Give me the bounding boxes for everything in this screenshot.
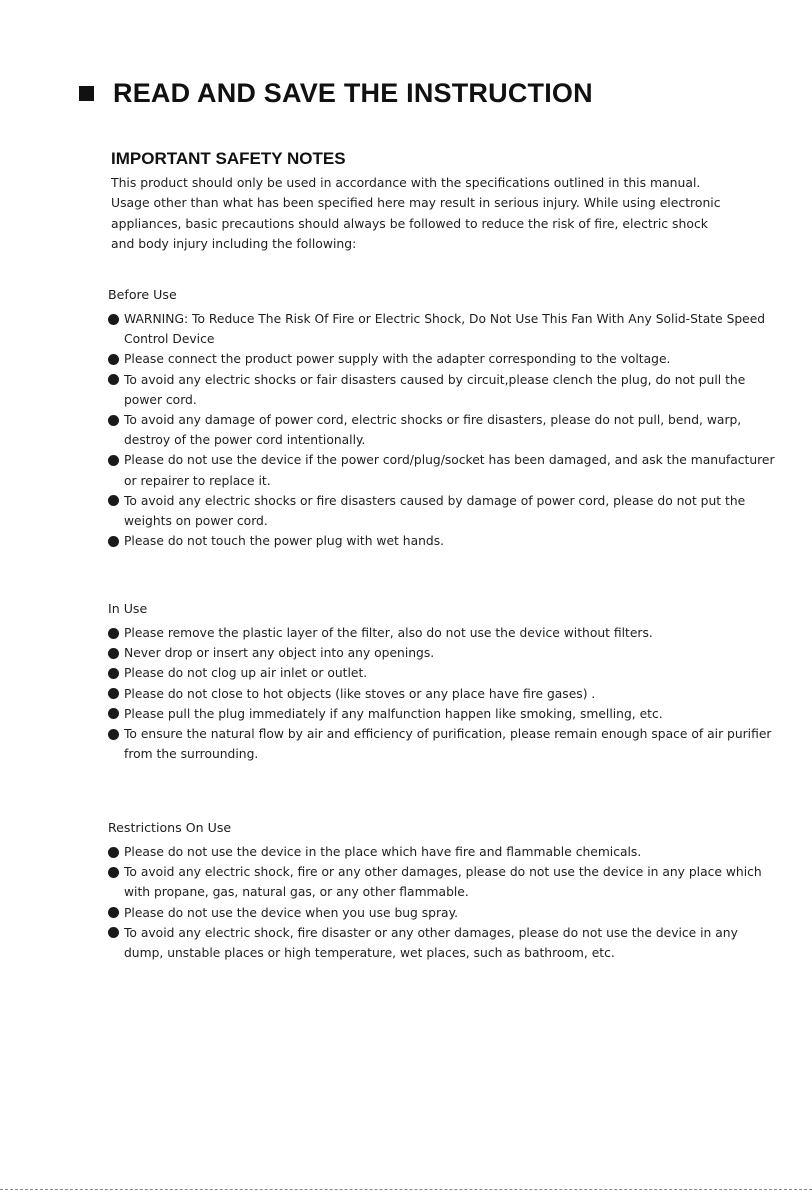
intro-line: Usage other than what has been specified here may result in serious injury. While using electronic xyxy=(111,195,721,211)
bullet-dot-icon xyxy=(108,907,119,918)
list-item xyxy=(108,531,778,551)
section-before-use xyxy=(108,285,778,551)
list-item-text: Please do not touch the power plug with wet hands. xyxy=(124,534,445,549)
bullet-dot-icon xyxy=(108,648,119,659)
page-title: READ AND SAVE THE INSTRUCTION xyxy=(113,78,593,108)
bullet-dot-icon xyxy=(108,314,119,325)
list-item xyxy=(108,842,778,862)
list-item xyxy=(108,724,778,764)
list-item xyxy=(108,370,778,410)
intro-line: and body injury including the following: xyxy=(111,235,357,251)
list-item xyxy=(108,410,778,450)
bullet-dot-icon xyxy=(108,455,119,466)
list-item-text: Please remove the plastic layer of the filter, also do not use the device without filters. xyxy=(124,626,653,640)
list-item-text: To avoid any electric shock, fire or any other damages, please do not use the device in any place which with propane, gas, natural gas, or any other flammable. xyxy=(124,865,762,900)
bullet-dot-icon xyxy=(108,927,119,938)
section-heading: Before Use xyxy=(108,287,177,302)
list-item-text: Please pull the plug immediately if any malfunction happen like smoking, smelling, etc. xyxy=(124,706,663,721)
bullet-dot-icon xyxy=(108,688,119,699)
list-item-text: Please do not use the device in the place which have fire and flammable chemicals. xyxy=(124,845,642,859)
bullet-dot-icon xyxy=(108,867,119,878)
list-item xyxy=(108,862,778,902)
page-bottom-divider xyxy=(0,1189,812,1190)
black-square-icon xyxy=(79,86,94,101)
intro-line: This product should only be used in accordance with the specifications outlined in this manual. xyxy=(111,175,701,190)
list-item-text: To avoid any electric shock, fire disaster or any other damages, please do not use the device in any dump, unstable places or high temperature, wet places, such as bathroom, etc. xyxy=(124,925,738,961)
bullet-dot-icon xyxy=(108,847,119,858)
list-item xyxy=(108,643,778,663)
section-heading: Restrictions On Use xyxy=(108,820,232,835)
list-item-text: To ensure the natural flow by air and efficiency of purification, please remain enough space of air purifier from the surrounding. xyxy=(124,727,772,762)
bullet-dot-icon xyxy=(108,374,119,385)
section-in-use xyxy=(108,599,778,764)
intro-line: appliances, basic precautions should always be followed to reduce the risk of fire, electric shock xyxy=(111,215,708,231)
safety-notes-title: IMPORTANT SAFETY NOTES xyxy=(111,149,346,168)
list-item xyxy=(108,704,778,724)
list-item-text: Please connect the product power supply with the adapter corresponding to the voltage. xyxy=(124,352,671,367)
list-item xyxy=(108,663,778,683)
bullet-dot-icon xyxy=(108,708,119,719)
safety-notes-intro xyxy=(111,149,771,254)
list-item-text: Never drop or insert any object into any openings. xyxy=(124,646,435,661)
bullet-dot-icon xyxy=(108,354,119,365)
section-restrictions-on-use xyxy=(108,818,778,963)
bullet-dot-icon xyxy=(108,729,119,740)
list-item-text: To avoid any electric shocks or fair disasters caused by circuit,please clench the plug, do not pull the power cord. xyxy=(124,372,746,407)
list-item-text: To avoid any damage of power cord, electric shocks or fire disasters, please do not pull, bend, warp, destroy of the power cord intentionally. xyxy=(124,413,742,448)
section-heading: In Use xyxy=(108,601,148,616)
list-item xyxy=(108,903,778,923)
list-item-text: Please do not close to hot objects (like stoves or any place have fire gases) . xyxy=(124,686,596,701)
main-heading xyxy=(79,78,593,109)
list-item-text: Please do not clog up air inlet or outlet. xyxy=(124,666,368,681)
list-item-text: WARNING: To Reduce The Risk Of Fire or Electric Shock, Do Not Use This Fan With Any Solid-State Speed Control Device xyxy=(124,312,766,347)
list-item xyxy=(108,923,778,963)
list-item xyxy=(108,349,778,369)
list-item xyxy=(108,623,778,643)
list-item-text: Please do not use the device when you use bug spray. xyxy=(124,905,459,920)
bullet-dot-icon xyxy=(108,668,119,679)
list-item-text: To avoid any electric shocks or fire disasters caused by damage of power cord, please do not put the weights on power cord. xyxy=(124,493,746,529)
list-item xyxy=(108,491,778,531)
list-item xyxy=(108,309,778,349)
list-item xyxy=(108,684,778,704)
bullet-dot-icon xyxy=(108,415,119,426)
list-item-text: Please do not use the device if the power cord/plug/socket has been damaged, and ask the manufacturer or repairer to replace it. xyxy=(124,453,775,488)
bullet-dot-icon xyxy=(108,628,119,639)
list-item xyxy=(108,450,778,490)
bullet-dot-icon xyxy=(108,536,119,547)
bullet-dot-icon xyxy=(108,495,119,506)
